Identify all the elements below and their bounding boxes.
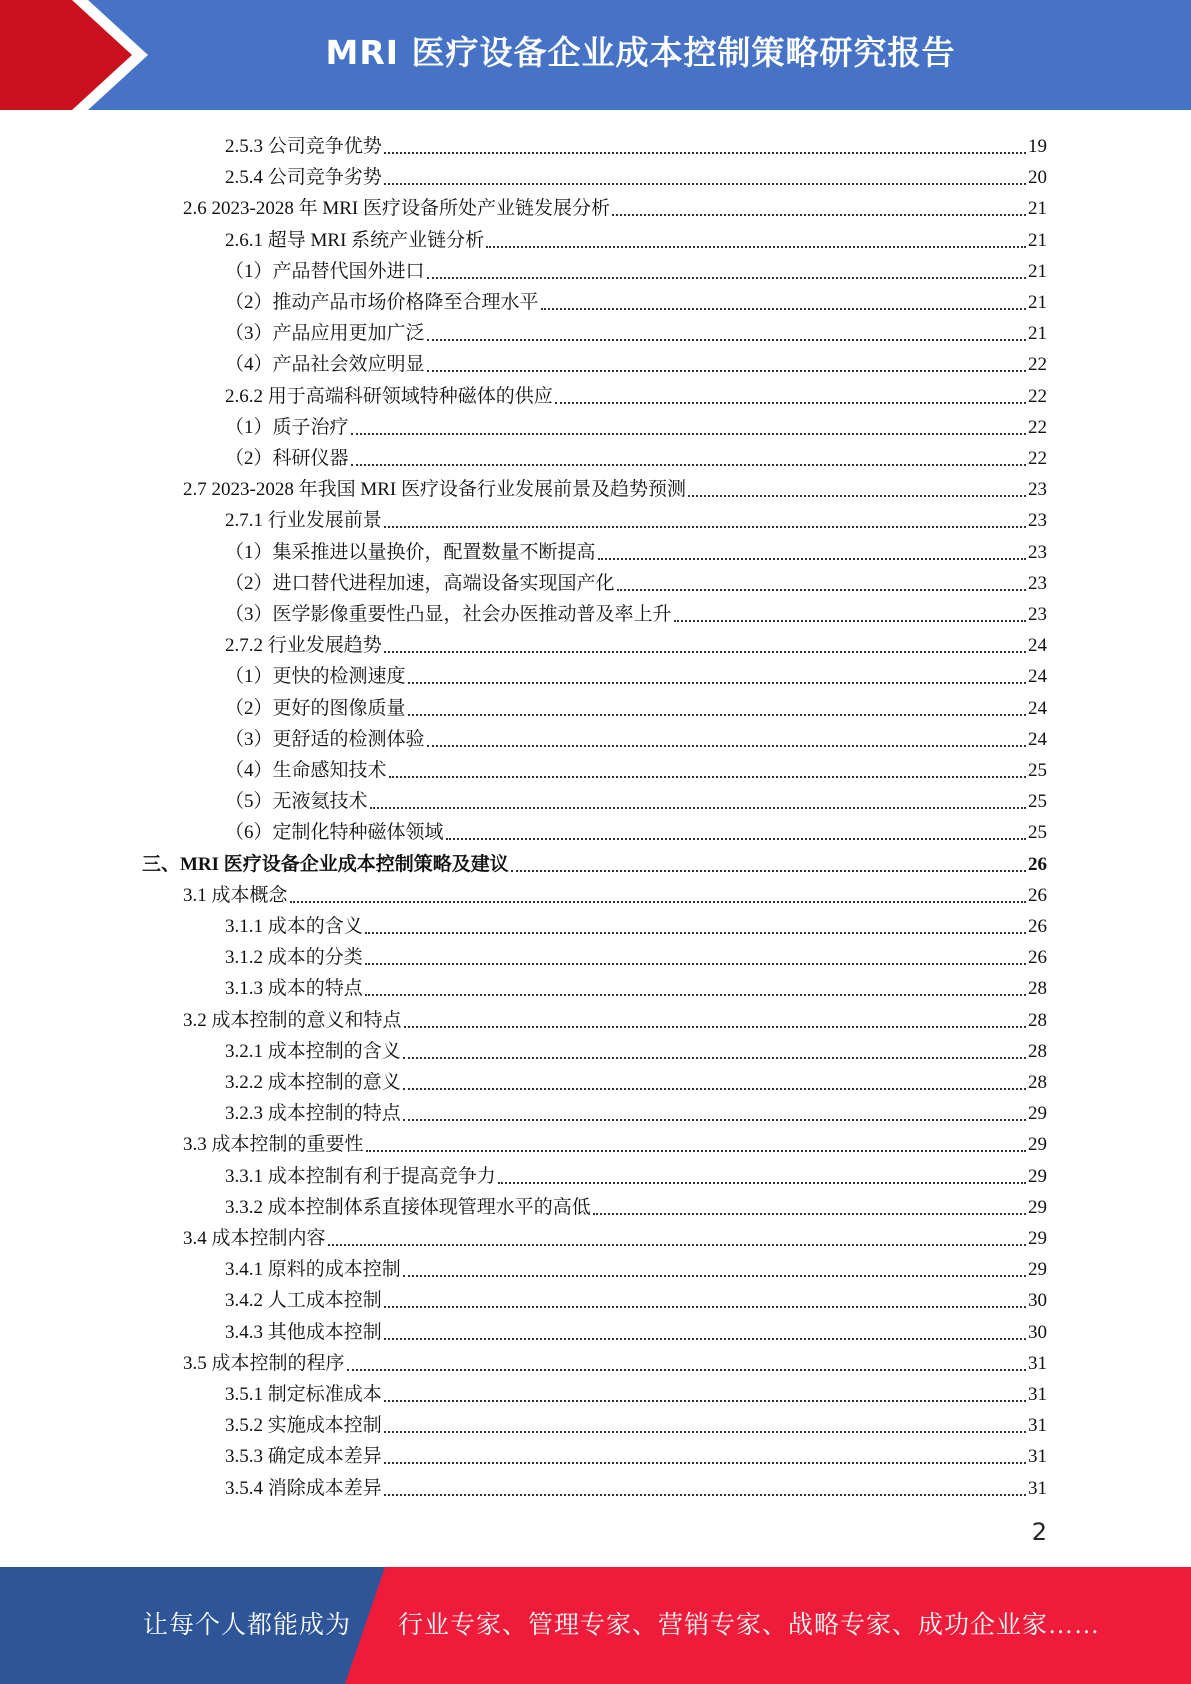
toc-entry-title: （6）定制化特种磁体领域 [225, 822, 444, 844]
toc-entry-page: 29 [1028, 1259, 1047, 1281]
toc-entry-title: （1）更快的检测速度 [225, 666, 406, 688]
toc-dot-leader [617, 567, 1026, 591]
toc-dot-leader [328, 1222, 1026, 1246]
toc-dot-leader [365, 972, 1026, 996]
toc-entry-title: 2.6 2023-2028 年 MRI 医疗设备所处产业链发展分析 [183, 198, 610, 220]
toc-entry-page: 26 [1028, 947, 1047, 969]
toc-dot-leader [427, 317, 1026, 341]
toc-dot-leader [598, 536, 1026, 560]
toc-entry[interactable] [225, 1157, 1047, 1188]
toc-dot-leader [408, 660, 1026, 684]
toc-entry[interactable] [225, 439, 1047, 470]
toc-entry-page: 26 [1028, 916, 1047, 937]
toc-entry-page: 30 [1028, 1321, 1047, 1343]
toc-entry[interactable] [183, 1001, 1047, 1032]
toc-entry[interactable] [225, 782, 1047, 813]
toc-entry[interactable] [225, 501, 1047, 532]
toc-entry-page: 31 [1028, 1352, 1047, 1374]
toc-dot-leader [384, 1409, 1026, 1433]
toc-entry-title: （3）医学影像重要性凸显，社会办医推动普及率上升 [225, 604, 672, 625]
toc-entry-page: 21 [1028, 198, 1047, 220]
toc-dot-leader [403, 1253, 1026, 1277]
toc-entry[interactable] [225, 1469, 1047, 1500]
toc-entry-title: 3.4 成本控制内容 [183, 1228, 326, 1249]
toc-entry[interactable] [225, 314, 1047, 345]
toc-entry[interactable] [225, 377, 1047, 408]
toc-dot-leader [541, 286, 1026, 310]
toc-entry-page: 19 [1028, 136, 1047, 157]
toc-entry-page: 21 [1028, 229, 1047, 251]
toc-entry-title: 3.1.1 成本的含义 [225, 916, 363, 937]
toc-entry-page: 29 [1028, 1134, 1047, 1156]
toc-entry[interactable] [225, 283, 1047, 314]
toc-entry-title: 3.5.4 消除成本差异 [225, 1477, 382, 1499]
toc-dot-leader [384, 1378, 1026, 1402]
toc-entry-title: （1）产品替代国外进口 [225, 260, 425, 282]
toc-entry-title: 2.6.1 超导 MRI 系统产业链分析 [225, 229, 485, 251]
page-footer [0, 1567, 1191, 1684]
toc-entry-page: 21 [1028, 323, 1047, 345]
toc-dot-leader [384, 161, 1026, 185]
toc-entry[interactable] [225, 1063, 1047, 1094]
toc-dot-leader [427, 255, 1026, 279]
toc-entry-title: 3.5.3 确定成本差异 [225, 1446, 382, 1468]
report-title: MRI 医疗设备企业成本控制策略研究报告 [325, 33, 956, 72]
toc-entry-page: 22 [1028, 354, 1047, 376]
toc-dot-leader [593, 1191, 1026, 1215]
toc-entry-title: （3）产品应用更加广泛 [225, 323, 425, 345]
toc-entry[interactable] [225, 127, 1047, 158]
toc-entry[interactable] [183, 1344, 1047, 1375]
toc-entry[interactable] [225, 1313, 1047, 1344]
toc-entry-title: 三、MRI 医疗设备企业成本控制策略及建议 [142, 853, 509, 875]
toc-dot-leader [384, 1316, 1026, 1340]
toc-entry-page: 31 [1028, 1446, 1047, 1468]
toc-entry[interactable] [225, 689, 1047, 720]
toc-dot-leader [404, 1004, 1026, 1028]
toc-entry-page: 28 [1028, 1009, 1047, 1031]
toc-entry-title: 3.3.2 成本控制体系直接体现管理水平的高低 [225, 1196, 591, 1218]
toc-entry-page: 21 [1028, 292, 1047, 313]
toc-entry-title: 2.6.2 用于高端科研领域特种磁体的供应 [225, 385, 553, 407]
toc-entry[interactable] [225, 1094, 1047, 1125]
toc-entry-page: 25 [1028, 822, 1047, 844]
toc-entry[interactable] [225, 1250, 1047, 1281]
toc-entry-title: 2.7.2 行业发展趋势 [225, 635, 382, 657]
toc-entry[interactable] [225, 1437, 1047, 1468]
toc-entry[interactable] [225, 813, 1047, 844]
toc-dot-leader [427, 348, 1026, 372]
toc-dot-leader [347, 1347, 1026, 1371]
toc-dot-leader [389, 754, 1026, 778]
toc-entry[interactable] [225, 221, 1047, 252]
toc-entry-page: 24 [1028, 666, 1047, 688]
toc-dot-leader [384, 130, 1026, 154]
toc-entry[interactable] [142, 845, 1047, 876]
toc-entry-title: 3.2.2 成本控制的意义 [225, 1072, 401, 1093]
toc-entry-title: （5）无液氦技术 [225, 791, 368, 813]
toc-entry[interactable] [225, 252, 1047, 283]
footer-slogan-right: 行业专家、管理专家、营销专家、战略专家、成功企业家…… [398, 1612, 1101, 1639]
toc-entry[interactable] [183, 189, 1047, 220]
toc-entry-page: 28 [1028, 978, 1047, 1000]
toc-entry[interactable] [225, 938, 1047, 969]
toc-entry[interactable] [183, 876, 1047, 907]
toc-entry-title: 3.4.2 人工成本控制 [225, 1290, 382, 1312]
toc-entry[interactable] [225, 969, 1047, 1000]
toc-entry[interactable] [225, 1032, 1047, 1063]
toc-entry-page: 29 [1028, 1228, 1047, 1249]
toc-dot-leader [403, 1097, 1026, 1121]
toc-dot-leader [351, 411, 1026, 435]
toc-entry[interactable] [225, 657, 1047, 688]
toc-entry-page: 29 [1028, 1165, 1047, 1187]
toc-entry-title: 3.4.1 原料的成本控制 [225, 1259, 401, 1281]
toc-entry[interactable] [225, 907, 1047, 938]
toc-entry-page: 29 [1028, 1103, 1047, 1125]
toc-dot-leader [498, 1160, 1026, 1184]
toc-entry-title: （3）更舒适的检测体验 [225, 728, 425, 750]
toc-entry-title: 3.5 成本控制的程序 [183, 1352, 345, 1374]
toc-dot-leader [351, 442, 1026, 466]
toc-entry[interactable] [225, 595, 1047, 626]
toc-entry-page: 25 [1028, 791, 1047, 813]
toc-dot-leader [384, 504, 1026, 528]
toc-entry[interactable] [183, 470, 1047, 501]
toc-dot-leader [486, 224, 1026, 248]
toc-entry-page: 20 [1028, 167, 1047, 189]
page-number: 2 [1031, 1518, 1047, 1546]
toc-entry-title: 3.5.1 制定标准成本 [225, 1384, 382, 1405]
toc-entry-page: 31 [1028, 1415, 1047, 1437]
toc-entry[interactable] [183, 1125, 1047, 1156]
toc-entry-title: 2.7 2023-2028 年我国 MRI 医疗设备行业发展前景及趋势预测 [183, 479, 686, 501]
toc-dot-leader [366, 1128, 1026, 1152]
toc-entry-title: 3.4.3 其他成本控制 [225, 1321, 382, 1343]
toc-entry-page: 24 [1028, 728, 1047, 750]
toc-entry-title: （2）科研仪器 [225, 448, 349, 469]
toc-entry-page: 28 [1028, 1072, 1047, 1093]
toc-dot-leader [511, 848, 1026, 872]
toc-dot-leader [403, 1066, 1026, 1090]
toc-dot-leader [365, 941, 1026, 965]
toc-dot-leader [674, 598, 1026, 622]
toc-dot-leader [384, 1440, 1026, 1464]
toc-entry-title: 3.2.3 成本控制的特点 [225, 1103, 401, 1125]
toc-entry[interactable] [225, 626, 1047, 657]
toc-entry-page: 23 [1028, 479, 1047, 501]
toc-entry-page: 23 [1028, 541, 1047, 563]
toc-entry[interactable] [225, 564, 1047, 595]
toc-entry[interactable] [225, 1188, 1047, 1219]
toc-entry-page: 28 [1028, 1040, 1047, 1062]
toc-entry-title: （4）产品社会效应明显 [225, 354, 425, 376]
toc-entry-title: （1）集采推进以量换价，配置数量不断提高 [225, 541, 596, 563]
toc-entry-page: 25 [1028, 760, 1047, 781]
toc-entry[interactable] [225, 751, 1047, 782]
toc-entry-page: 23 [1028, 604, 1047, 625]
toc-entry-title: （2）进口替代进程加速，高端设备实现国产化 [225, 572, 615, 594]
toc-dot-leader [612, 192, 1026, 216]
toc-dot-leader [290, 879, 1026, 903]
toc-entry-title: 3.2 成本控制的意义和特点 [183, 1009, 402, 1031]
toc-entry[interactable] [225, 408, 1047, 439]
toc-entry[interactable] [225, 1281, 1047, 1312]
toc-entry-title: 2.5.3 公司竞争优势 [225, 136, 382, 157]
toc-entry-page: 22 [1028, 448, 1047, 469]
toc-dot-leader [446, 816, 1026, 840]
toc-entry-title: （4）生命感知技术 [225, 760, 387, 781]
toc-entry-title: 2.5.4 公司竞争劣势 [225, 167, 382, 189]
toc-dot-leader [384, 629, 1026, 653]
toc-entry-page: 24 [1028, 697, 1047, 719]
toc-entry-title: 3.1.2 成本的分类 [225, 947, 363, 969]
toc-entry[interactable] [225, 1375, 1047, 1406]
toc-entry-page: 31 [1028, 1384, 1047, 1405]
toc-entry[interactable] [225, 1406, 1047, 1437]
toc-entry[interactable] [225, 720, 1047, 751]
toc-entry-title: 3.2.1 成本控制的含义 [225, 1040, 401, 1062]
toc-dot-leader [365, 910, 1026, 934]
toc-dot-leader [688, 473, 1026, 497]
toc-entry-page: 30 [1028, 1290, 1047, 1312]
toc-dot-leader [370, 785, 1026, 809]
toc-dot-leader [384, 1472, 1026, 1496]
toc-entry-page: 29 [1028, 1196, 1047, 1218]
toc-entry-title: （2）更好的图像质量 [225, 697, 406, 719]
toc-entry-title: （2）推动产品市场价格降至合理水平 [225, 292, 539, 313]
toc-dot-leader [555, 380, 1026, 404]
toc-entry-page: 23 [1028, 510, 1047, 532]
toc-entry[interactable] [225, 345, 1047, 376]
toc-dot-leader [384, 1284, 1026, 1308]
toc-entry-title: 3.5.2 实施成本控制 [225, 1415, 382, 1437]
toc-entry-title: 3.1.3 成本的特点 [225, 978, 363, 1000]
toc-entry-page: 21 [1028, 260, 1047, 282]
toc-entry[interactable] [183, 1219, 1047, 1250]
toc-entry-page: 31 [1028, 1477, 1047, 1499]
toc-entry-title: 3.1 成本概念 [183, 884, 288, 906]
toc-entry-title: 3.3 成本控制的重要性 [183, 1134, 364, 1156]
toc-entry[interactable] [225, 533, 1047, 564]
toc-dot-leader [408, 692, 1026, 716]
toc-entry[interactable] [225, 158, 1047, 189]
footer-slogan-left: 让每个人都能成为 [143, 1612, 352, 1639]
toc-entry-page: 22 [1028, 416, 1047, 438]
toc-entry-title: （1）质子治疗 [225, 416, 349, 438]
toc-entry-page: 26 [1028, 884, 1047, 906]
toc-entry-title: 2.7.1 行业发展前景 [225, 510, 382, 532]
toc-entry-page: 22 [1028, 385, 1047, 407]
toc-dot-leader [403, 1035, 1026, 1059]
toc-entry-page: 23 [1028, 572, 1047, 594]
page-header [0, 0, 1191, 110]
toc-entry-page: 24 [1028, 635, 1047, 657]
toc-entry-title: 3.3.1 成本控制有利于提高竞争力 [225, 1165, 496, 1187]
toc-dot-leader [427, 723, 1026, 747]
toc-entry-page: 26 [1028, 853, 1047, 875]
